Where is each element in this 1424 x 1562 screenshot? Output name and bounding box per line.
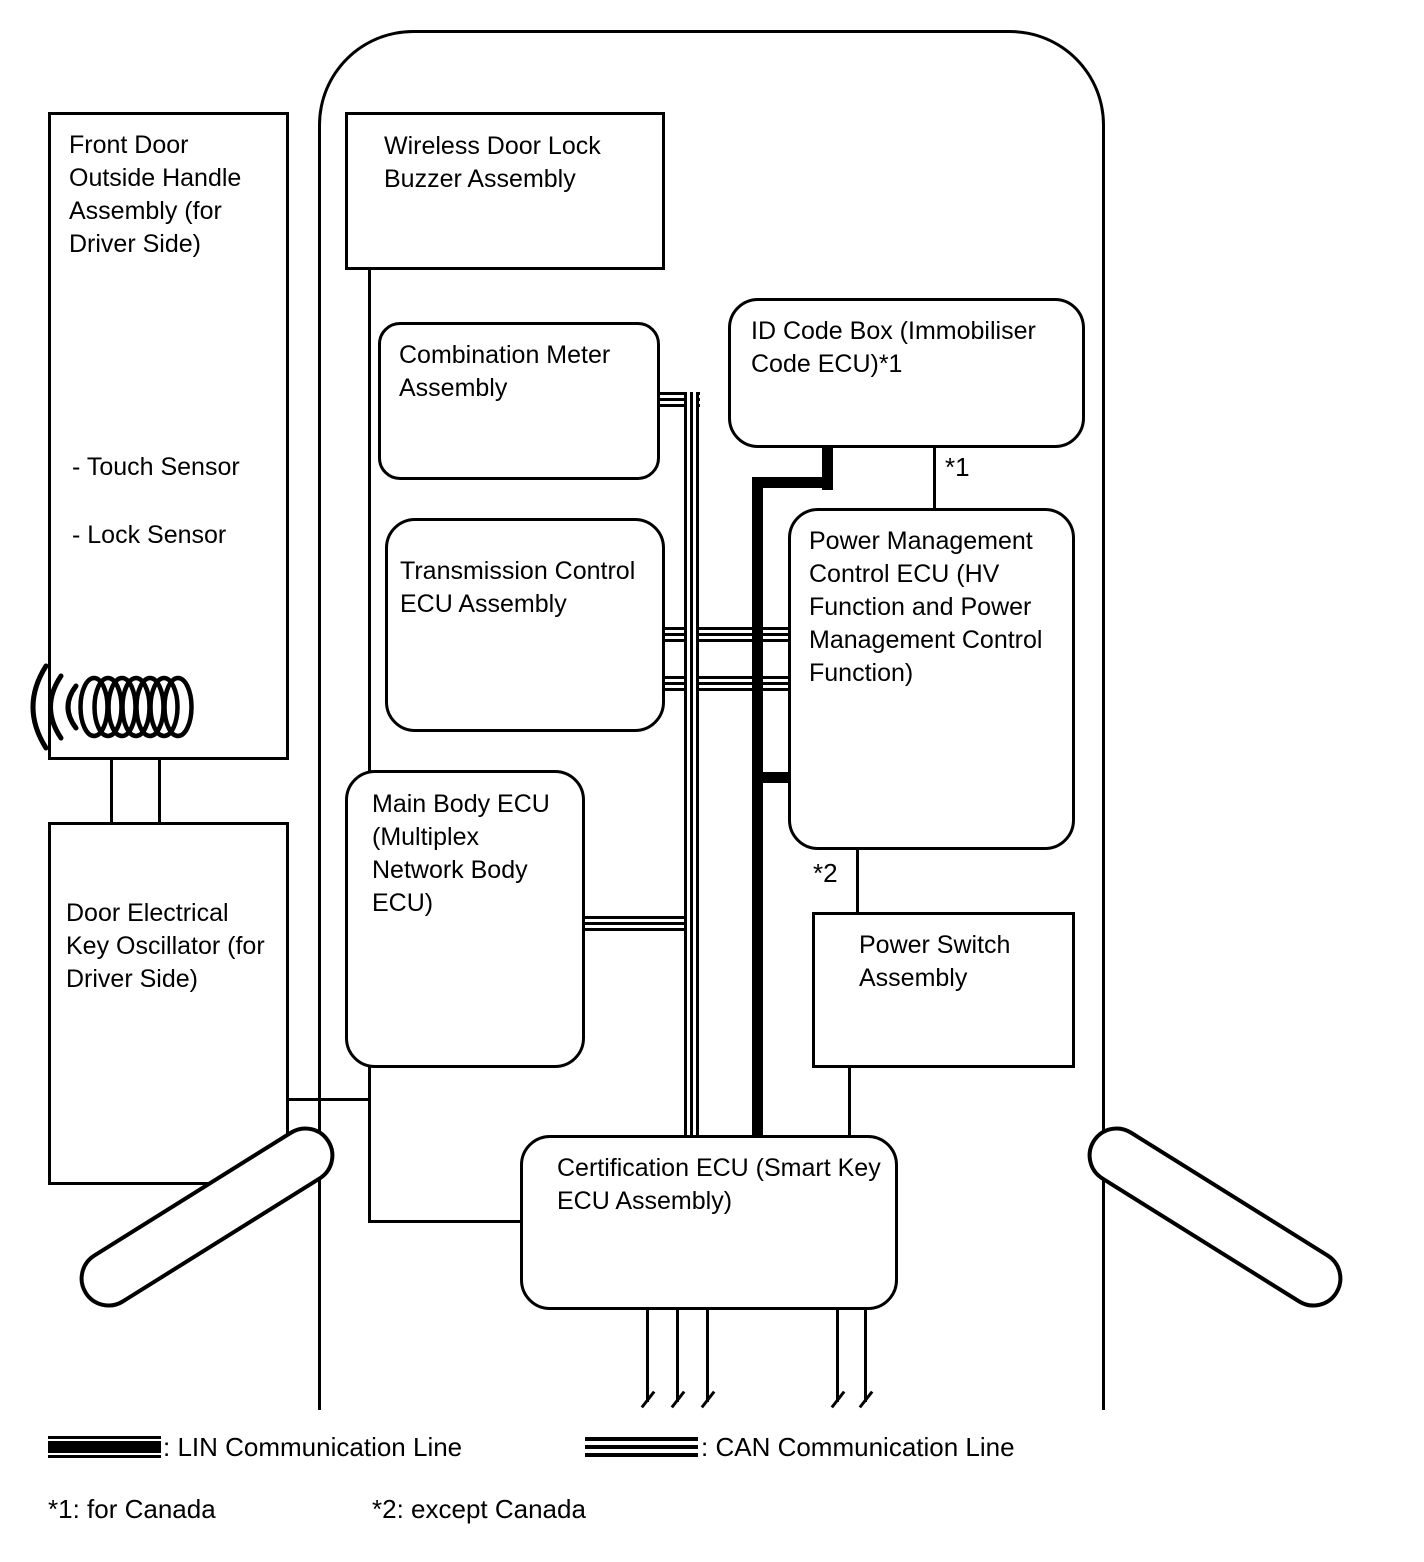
wireless-buzzer-label: Wireless Door Lock Buzzer Assembly — [384, 132, 601, 193]
box-wireless-buzzer — [345, 112, 665, 270]
lock-sensor-label: - Lock Sensor — [72, 521, 227, 549]
box-certification-ecu — [520, 1135, 898, 1310]
external-wire-1 — [646, 1306, 649, 1402]
can-link-transmission-pm-upper — [661, 627, 796, 642]
transmission-ecu-label: Transmission Control ECU Assembly — [400, 557, 636, 618]
can-branch-main-body — [580, 916, 699, 931]
pm-power-switch-wire — [856, 848, 859, 914]
oscillator-wire — [284, 1098, 371, 1101]
power-management-ecu-label: Power Management Control ECU (HV Function and Power Management Control Function) — [809, 527, 1043, 687]
lin-legend-label: : LIN Communication Line — [163, 1432, 463, 1462]
door-key-oscillator-label: Door Electrical Key Oscillator (for Driver Side) — [66, 899, 265, 993]
footnote-2: *2: except Canada — [372, 1494, 586, 1524]
wireless-buzzer-wire — [368, 266, 371, 1222]
box-power-management-ecu — [788, 508, 1075, 850]
box-combination-meter — [378, 322, 660, 480]
external-wire-3 — [706, 1306, 709, 1402]
front-door-handle-label: Front Door Outside Handle Assembly (for Driver Side) — [69, 131, 242, 258]
touch-sensor-label: - Touch Sensor — [72, 453, 240, 481]
box-transmission-ecu — [385, 518, 665, 732]
combination-meter-label: Combination Meter Assembly — [399, 341, 611, 402]
right-door-handle-shape — [1077, 1116, 1354, 1319]
annotation-star1: *1 — [945, 452, 970, 482]
external-wire-5 — [864, 1306, 867, 1402]
external-wire-2 — [676, 1306, 679, 1402]
box-power-switch — [812, 912, 1075, 1068]
box-main-body-ecu — [345, 770, 585, 1068]
lin-corner-id-code-box — [752, 477, 833, 488]
footnote-1: *1: for Canada — [48, 1494, 216, 1524]
can-legend-label: : CAN Communication Line — [701, 1432, 1015, 1462]
box-door-key-oscillator — [48, 822, 289, 1185]
id-code-box-label: ID Code Box (Immobiliser Code ECU)*1 — [751, 317, 1036, 378]
id-box-pm-wire-canada — [933, 446, 936, 510]
power-switch-certification-wire — [848, 1066, 851, 1137]
can-line-symbol — [585, 1437, 698, 1457]
can-link-transmission-pm-lower — [661, 676, 796, 691]
can-trunk-line — [684, 392, 699, 1135]
certification-input-wire — [368, 1220, 523, 1223]
external-wire-4 — [836, 1306, 839, 1402]
power-switch-label: Power Switch Assembly — [859, 931, 1011, 992]
box-id-code-box — [728, 298, 1085, 448]
main-body-ecu-label: Main Body ECU (Multiplex Network Body ECU) — [372, 790, 550, 917]
certification-ecu-label: Certification ECU (Smart Key ECU Assembly) — [557, 1154, 881, 1215]
key-oscillator-antenna-icon — [14, 648, 214, 766]
annotation-star2: *2 — [813, 858, 838, 888]
lin-line-symbol — [48, 1436, 161, 1458]
lin-trunk-line — [752, 477, 763, 1135]
